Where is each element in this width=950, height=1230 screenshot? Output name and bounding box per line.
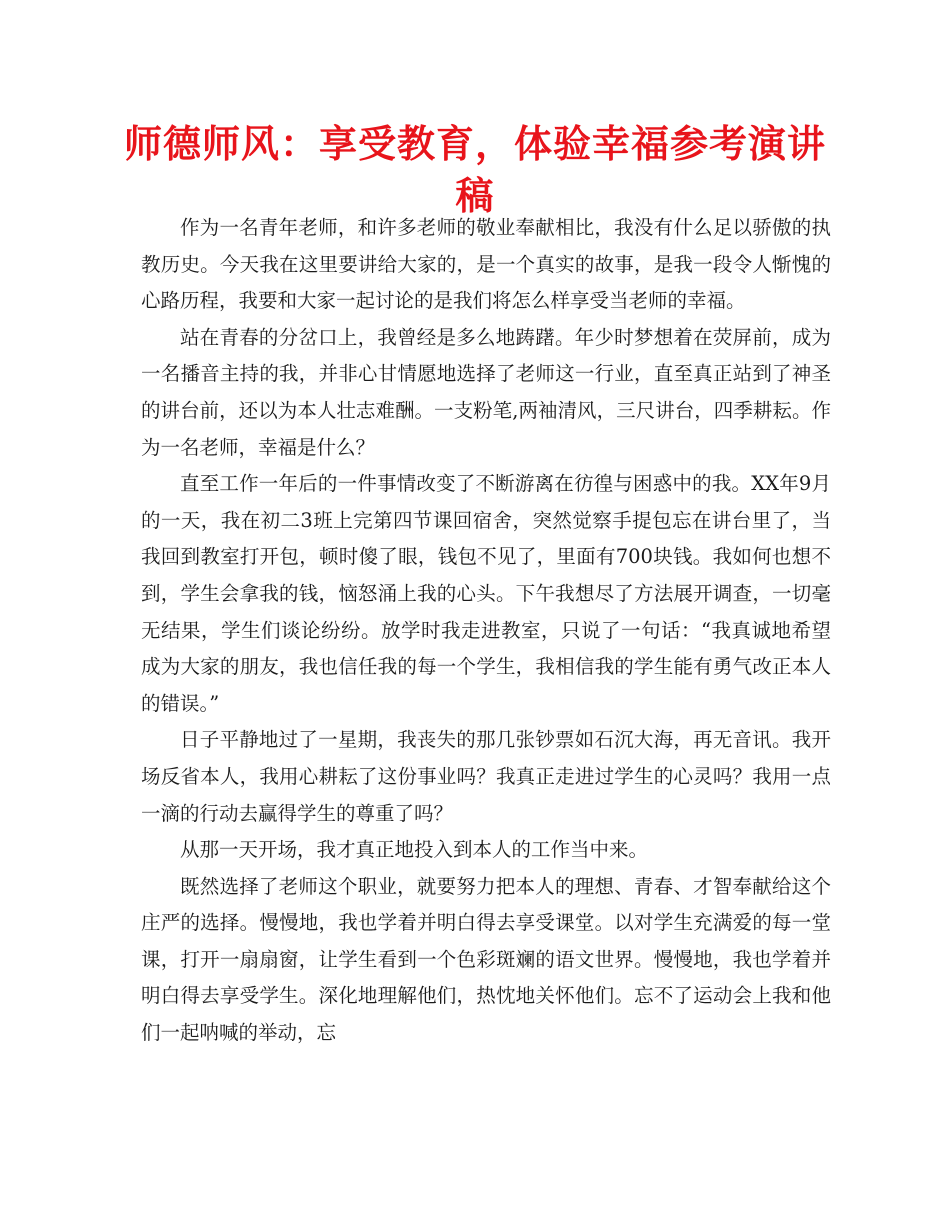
paragraph: 从那一天开场，我才真正地投入到本人的工作当中来。: [180, 838, 649, 862]
paragraph: 站在青春的分岔口上，我曾经是多么地踌躇。年少时梦想着在荧屏前，成为一名播音主持的我，并非心甘情愿地选择了老师这一行业，直至真正站到了神圣的讲台前，还以为本人壮志难酬。一支粉笔,两袖清风，三尺讲台，四季耕耘。作为一名老师，幸福是什么？: [141, 325, 831, 459]
document-body: [141, 210, 831, 1052]
document-title: 师德师风：享受教育，体验幸福参考演讲稿: [123, 122, 826, 218]
paragraph: 既然选择了老师这个职业，就要努力把本人的理想、青春、才智奉献给这个庄严的选择。慢慢地，我也学着并明白得去享受课堂。以对学生充满爱的每一堂课，打开一扇扇窗，让学生看到一个色彩斑斓的语文世界。慢慢地，我也学着并明白得去享受学生。深化地理解他们，热忱地关怀他们。忘不了运动会上我和他们一起呐喊的举动，忘: [141, 874, 831, 1045]
paragraph: 日子平静地过了一星期，我丧失的那几张钞票如石沉大海，再无音讯。我开场反省本人，我用心耕耘了这份事业吗？我真正走进过学生的心灵吗？我用一点一滴的行动去赢得学生的尊重了吗？: [141, 728, 831, 825]
paragraph: 直至工作一年后的一件事情改变了不断游离在彷徨与困惑中的我。XX年9月的一天，我在初二3班上完第四节课回宿舍，突然觉察手提包忘在讲台里了，当我回到教室打开包，顿时傻了眼，钱包不见了，里面有700块钱。我如何也想不到，学生会拿我的钱，恼怒涌上我的心头。下午我想尽了方法展开调查，一切毫无结果，学生们谈论纷纷。放学时我走进教室，只说了一句话：“我真诚地希望成为大家的朋友，我也信任我的每一个学生，我相信我的学生能有勇气改正本人的错误。”: [141, 472, 831, 715]
paragraph: 作为一名青年老师，和许多老师的敬业奉献相比，我没有什么足以骄傲的执教历史。今天我在这里要讲给大家的，是一个真实的故事，是我一段令人惭愧的心路历程，我要和大家一起讨论的是我们将怎么样享受当老师的幸福。: [141, 216, 831, 313]
